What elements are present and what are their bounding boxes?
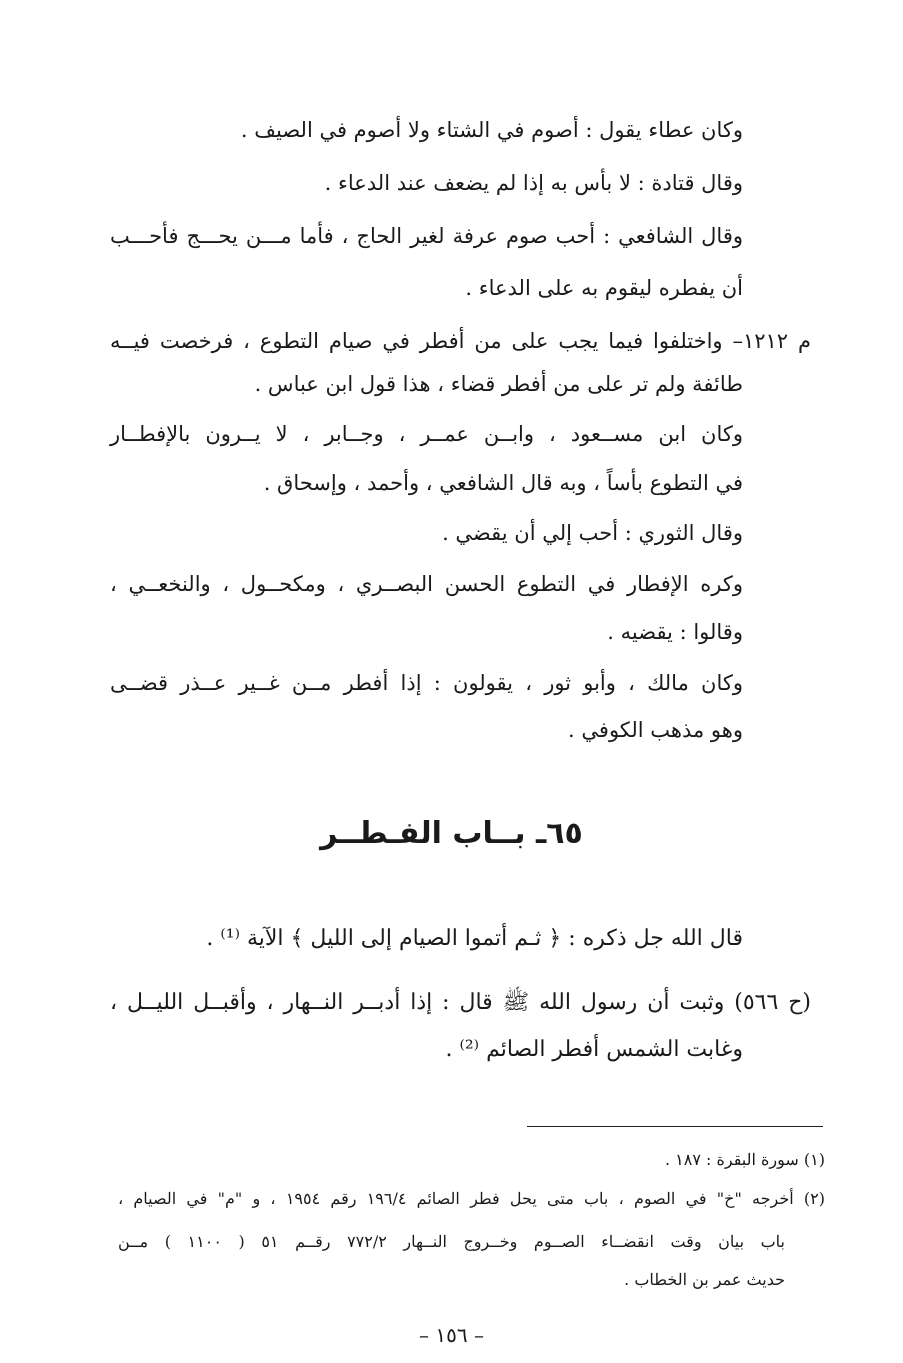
footnote-2-line-2: باب بيان وقت انقضــاء الصــوم وخــروج النــهار ٧٧٢/٢ رقــم ٥١ ( ١١٠٠ ) مــن [118,1232,786,1251]
text-line: وكان عطاء يقول : أصوم في الشتاء ولا أصوم في الصيف . [240,118,743,142]
page-number: – ١٥٦ – [419,1323,484,1347]
text-line: طائفة ولم تر على من أفطر قضاء ، هذا قول ابن عباس . [254,372,743,396]
text-line: وهو مذهب الكوفي . [568,718,743,742]
text-line: وقالوا : يقضيه . [607,620,743,644]
footnote-separator [527,1126,823,1127]
text-line: وغابت الشمس أفطر الصائم ⁽²⁾ . [445,1037,743,1062]
footnote-2-line-1: (٢) أخرجه "خ" في الصوم ، باب متى يحل فطر الصائم ١٩٦/٤ رقم ١٩٥٤ ، و "م" في الصيام ، [118,1189,826,1208]
footnote-1: (١) سورة البقرة : ١٨٧ . [664,1150,825,1169]
text-line: في التطوع بأساً ، وبه قال الشافعي ، وأحمد ، وإسحاق . [263,471,743,495]
text-line: وقال الشافعي : أحب صوم عرفة لغير الحاج ، فأما مـــن يحـــج فأحـــب [110,224,743,248]
text-line: وقال قتادة : لا بأس به إذا لم يضعف عند الدعاء . [324,171,743,195]
text-line: وكان ابن مســعود ، وابــن عمــر ، وجــابر ، لا يــرون بالإفطــار [110,422,743,446]
text-line: وكان مالك ، وأبو ثور ، يقولون : إذا أفطر مــن غــير عــذر قضــى [110,671,743,695]
text-line: وقال الثوري : أحب إلي أن يقضي . [442,521,743,545]
chapter-heading: ٦٥ـ بــاب الفـطــر [320,816,583,851]
quran-verse-line: قال الله جل ذكره : ﴿ ثـم أتموا الصيام إلى الليل ﴾ الآية ⁽¹⁾ . [206,926,743,951]
text-line: أن يفطره ليقوم به على الدعاء . [465,276,743,300]
footnote-2-line-3: حديث عمر بن الخطاب . [624,1270,785,1289]
hadith-line: (ح ٥٦٦) وثبت أن رسول الله ﷺ قال : إذا أدبــر النــهار ، وأقبــل الليــل ، [110,990,811,1015]
numbered-paragraph-line: م ١٢١٢– واختلفوا فيما يجب على من أفطر في صيام التطوع ، فرخصت فيــه [110,329,811,353]
text-line: وكره الإفطار في التطوع الحسن البصــري ، ومكحــول ، والنخعــي ، [110,572,743,596]
